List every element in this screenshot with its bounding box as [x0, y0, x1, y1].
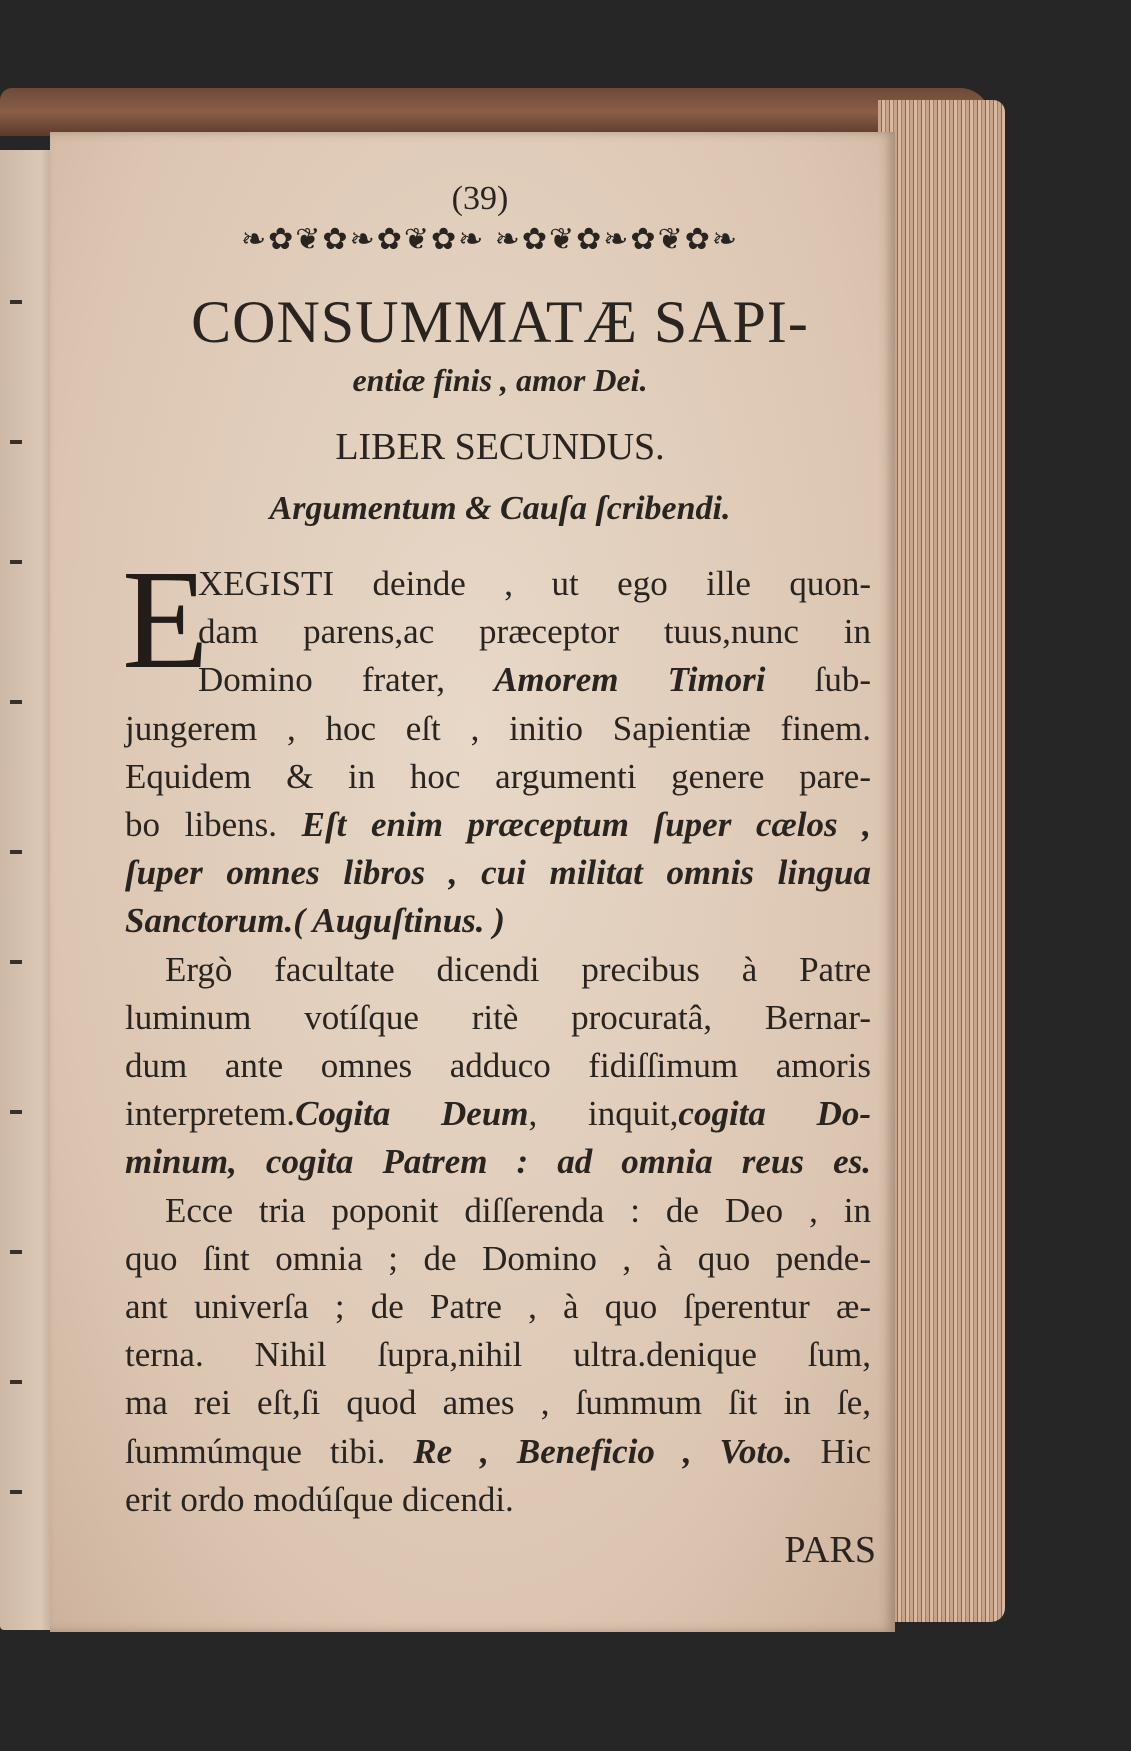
text-line	[125, 1283, 871, 1331]
text-line	[165, 946, 871, 994]
catchword: PARS	[784, 1529, 876, 1571]
italic-text: cogita Do-	[678, 1094, 871, 1134]
facing-page-text-mark	[10, 300, 22, 304]
facing-page-text-mark	[10, 1110, 22, 1114]
text-segment: quo ſint omnia ; de Domino , à quo pende-	[125, 1238, 871, 1278]
text-line	[125, 1090, 871, 1138]
text-segment: XEGISTI deinde , ut ego ille quon-	[198, 564, 871, 603]
text-line	[125, 753, 871, 801]
italic-text: Eſt enim præceptum ſuper cælos ,	[301, 805, 872, 844]
facing-page-text-mark	[10, 960, 22, 964]
text-segment: Hic	[792, 1431, 871, 1471]
italic-text: Sanctorum.( Auguſtinus. )	[125, 901, 505, 941]
text-line	[125, 1476, 871, 1524]
text-segment: interpretem.	[125, 1094, 296, 1134]
italic-text: minum, cogita Patrem : ad omnia reus es.	[125, 1142, 871, 1182]
text-line	[165, 1187, 871, 1235]
italic-text: ſuper omnes libros , cui militat omnis lingua	[125, 853, 871, 893]
ornament-band: ❧✿❦✿❧✿❦✿❧ ❧✿❦✿❧✿❦✿❧	[241, 223, 739, 256]
text-line	[125, 994, 871, 1042]
text-line	[125, 1331, 871, 1379]
facing-page-text-mark	[10, 850, 22, 854]
text-line	[125, 1428, 871, 1476]
text-line	[125, 1138, 871, 1186]
text-segment: Ecce tria poponit diſſerenda : de Deo , in	[165, 1190, 871, 1230]
italic-text: Cogita Deum	[295, 1094, 529, 1134]
chapter-title: CONSUMMATÆ SAPI-	[191, 289, 809, 355]
text-segment: dum ante omnes adduco fidiſſimum amoris	[125, 1046, 871, 1085]
text-line	[125, 1042, 871, 1090]
text-line	[125, 705, 871, 753]
text-line	[125, 849, 871, 897]
facing-page-text-mark	[10, 560, 22, 564]
text-line	[125, 801, 871, 849]
text-segment: ſummúmque tibi.	[125, 1431, 414, 1471]
text-segment: erit ordo modúſque dicendi.	[125, 1479, 514, 1519]
argument-heading: Argumentum & Cauſa ſcribendi.	[269, 490, 731, 527]
drop-cap: E	[122, 540, 209, 698]
text-segment: dam parens,ac præceptor tuus,nunc in	[198, 612, 871, 652]
facing-page-text-mark	[10, 700, 22, 704]
text-line	[125, 1379, 871, 1427]
text-line	[198, 608, 871, 656]
text-segment: terna. Nihil ſupra,nihil ultra.denique ſum,	[125, 1335, 871, 1375]
page-fore-edge	[878, 100, 1005, 1622]
text-line	[125, 897, 871, 945]
text-segment: luminum votíſque ritè procuratâ, Bernar-	[125, 997, 871, 1037]
facing-page-text-mark	[10, 1490, 22, 1494]
book-heading: LIBER SECUNDUS.	[335, 426, 665, 468]
facing-page-text-mark	[10, 440, 22, 444]
text-line	[198, 560, 871, 608]
facing-page-text-mark	[10, 1380, 22, 1384]
facing-page-text-mark	[10, 1250, 22, 1254]
text-segment: Ergò facultate dicendi precibus à Patre	[165, 949, 871, 989]
italic-text: Amorem Timori	[494, 660, 766, 700]
book-headband	[0, 88, 990, 136]
text-line	[125, 1235, 871, 1283]
page-number: (39)	[451, 180, 509, 217]
text-segment: Domino frater,	[198, 660, 495, 700]
text-segment: ma rei eſt,ſi quod ames , ſummum ſit in ſe,	[125, 1383, 871, 1423]
text-segment: Equidem & in hoc argumenti genere pare-	[125, 756, 871, 796]
text-segment: ant univerſa ; de Patre , à quo ſperentur æ-	[125, 1287, 871, 1326]
text-segment: bo libens.	[125, 805, 302, 844]
text-line	[198, 656, 871, 704]
chapter-subtitle: entiæ finis , amor Dei.	[352, 362, 648, 398]
text-segment: ſub-	[765, 660, 871, 700]
italic-text: Re , Beneficio , Voto.	[413, 1431, 793, 1471]
text-segment: , inquit,	[528, 1094, 679, 1134]
text-segment: jungerem , hoc eſt , initio Sapientiæ finem.	[125, 708, 871, 748]
